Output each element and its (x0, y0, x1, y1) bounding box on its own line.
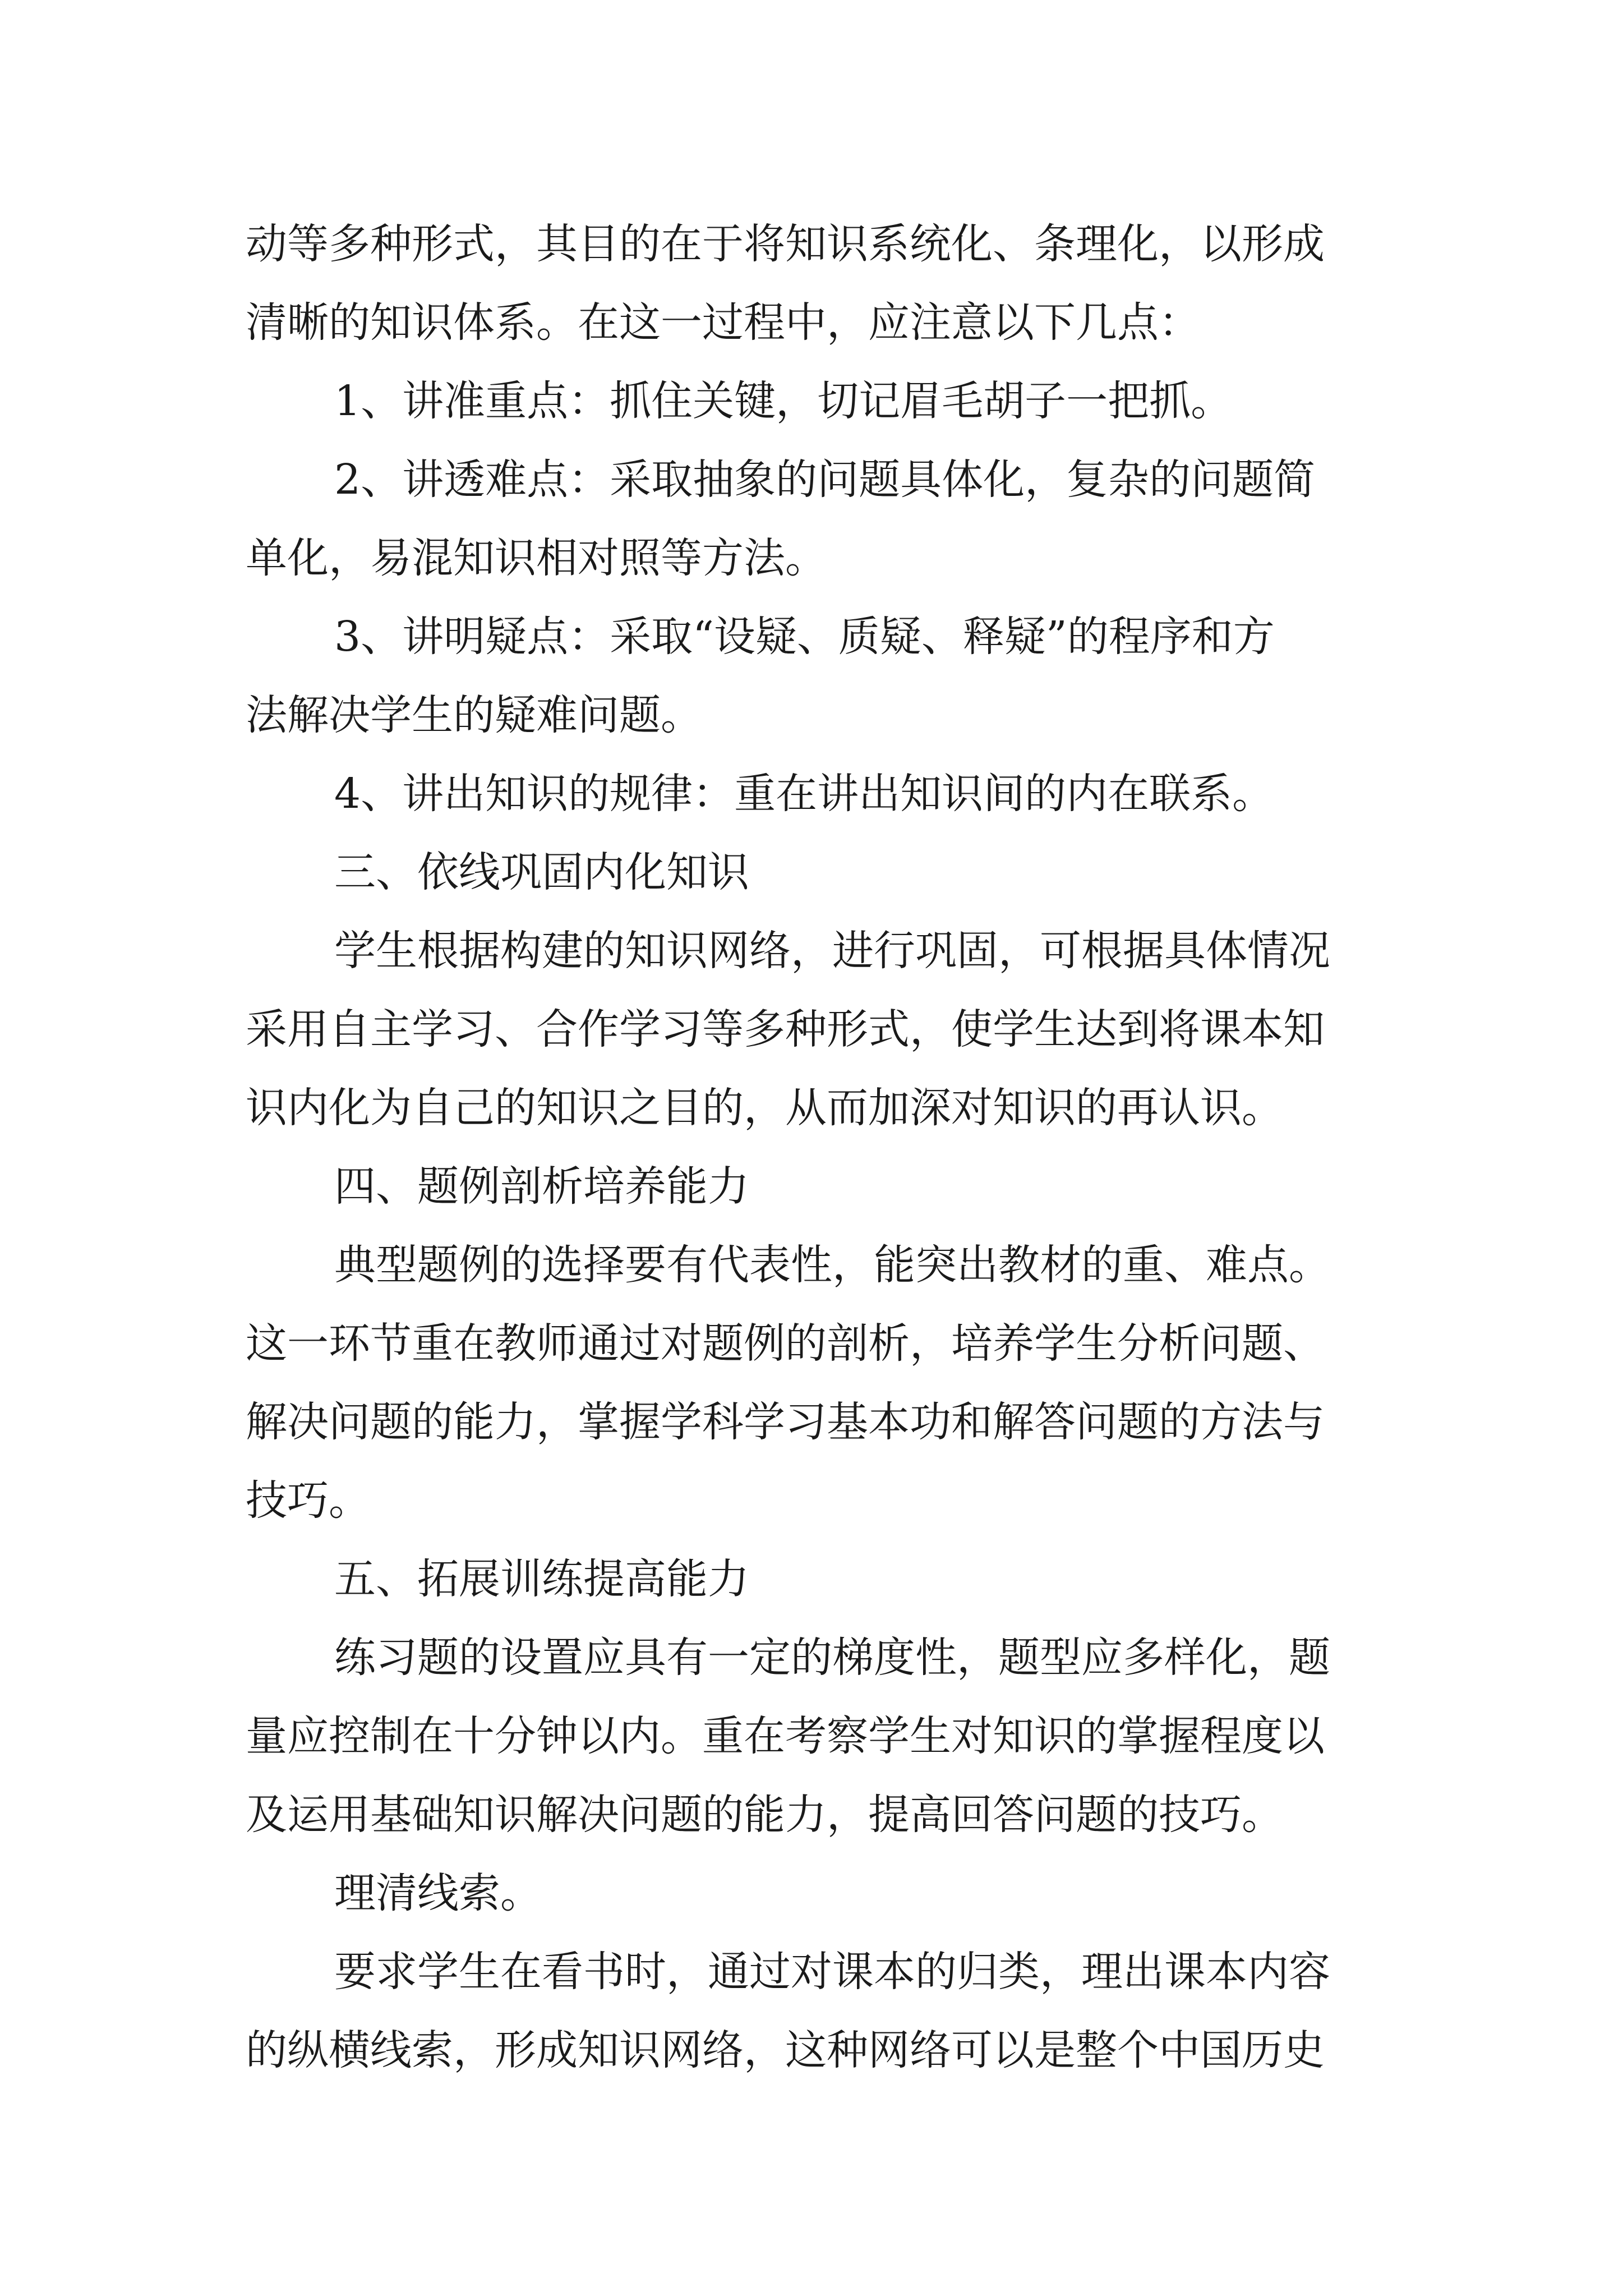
text-line: 及运用基础知识解决问题的能力，提高回答问题的技巧。 (246, 1791, 1283, 1839)
text-line: 采用自主学习、合作学习等多种形式，使学生达到将课本知 (246, 1005, 1325, 1053)
text-line: 技巧。 (246, 1476, 370, 1525)
text-line: 法解决学生的疑难问题。 (246, 691, 702, 739)
text-line: 动等多种形式，其目的在于将知识系统化、条理化，以形成 (246, 220, 1325, 268)
text-line: 典型题例的选择要有代表性，能突出教材的重、难点。 (334, 1241, 1330, 1289)
text-line: 3、讲明疑点：采取“设疑、质疑、释疑”的程序和方 (334, 613, 1275, 661)
section-heading: 四、题例剖析培养能力 (334, 1162, 749, 1211)
text-line: 解决问题的能力，掌握学科学习基本功和解答问题的方法与 (246, 1398, 1325, 1446)
text-line: 清晰的知识体系。在这一过程中，应注意以下几点： (246, 298, 1200, 347)
text-line: 理清线索。 (334, 1869, 542, 1917)
text-line: 练习题的设置应具有一定的梯度性，题型应多样化，题 (334, 1634, 1330, 1682)
text-line: 识内化为自己的知识之目的，从而加深对知识的再认识。 (246, 1084, 1283, 1132)
text-line: 2、讲透难点：采取抽象的问题具体化，复杂的问题简 (334, 455, 1316, 504)
text-line: 4、讲出知识的规律：重在讲出知识间的内在联系。 (334, 770, 1274, 818)
text-line: 这一环节重在教师通过对题例的剖析，培养学生分析问题、 (246, 1319, 1325, 1368)
text-line: 单化，易混知识相对照等方法。 (246, 534, 827, 582)
text-line: 学生根据构建的知识网络，进行巩固，可根据具体情况 (334, 927, 1330, 975)
text-line: 量应控制在十分钟以内。重在考察学生对知识的掌握程度以 (246, 1712, 1325, 1760)
text-line: 要求学生在看书时，通过对课本的归类，理出课本内容 (334, 1948, 1330, 1996)
text-line: 的纵横线索，形成知识网络，这种网络可以是整个中国历史 (246, 2026, 1325, 2074)
section-heading: 三、依线巩固内化知识 (334, 848, 749, 896)
text-line: 1、讲准重点：抓住关键，切记眉毛胡子一把抓。 (334, 377, 1233, 425)
section-heading: 五、拓展训练提高能力 (334, 1555, 749, 1603)
